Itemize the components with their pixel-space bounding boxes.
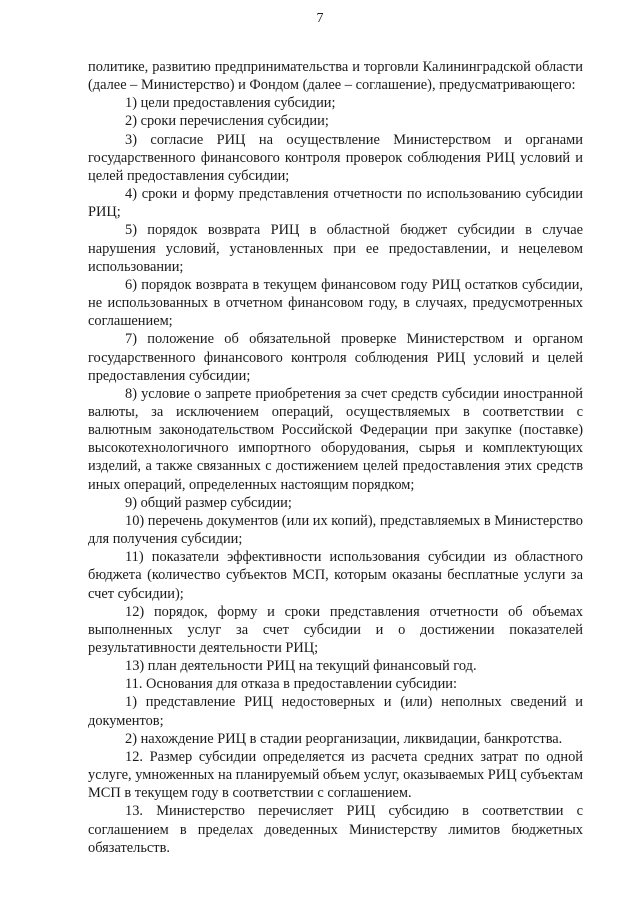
list-item-5: 5) порядок возврата РИЦ в областной бюджет субсидии в случае нарушения условий, установленных при ее предоставлении, и нецелевом использовании; [88,222,583,275]
list-item-1: 1) цели предоставления субсидии; [125,95,336,112]
section-11-heading: 11. Основания для отказа в предоставлении субсидии: [125,676,457,693]
list-item-13: 13) план деятельности РИЦ на текущий финансовый год. [125,658,477,675]
list-item-8: 8) условие о запрете приобретения за счет средств субсидии иностранной валюты, за исключением операций, осуществляемых в соответствии с валютным законодательством Российской Федерации при закупке (поставке) высокотехнологичного импортного оборудования, сырья и комплектующих изделий, а также связанных с достижением целей предоставления этих средств иных операций, определенных настоящим порядком; [88,385,583,493]
document-body [88,58,583,857]
list-item-7: 7) положение об обязательной проверке Министерством и органом государственного финансового контроля соблюдения РИЦ условий и целей предоставления субсидии; [88,331,583,384]
page-number: 7 [316,11,324,26]
list-item-3: 3) согласие РИЦ на осуществление Министерством и органами государственного финансового контроля проверок соблюдения РИЦ условий и целей предоставления субсидии; [88,131,583,184]
list-item-10: 10) перечень документов (или их копий), представляемых в Министерство для получения субсидии; [88,512,583,548]
list-item-6: 6) порядок возврата в текущем финансовом году РИЦ остатков субсидии, не использованных в отчетном финансовом году, в случаях, предусмотренных соглашением; [88,276,583,330]
section-11-item-1: 1) представление РИЦ недостоверных и (или) неполных сведений и документов; [88,694,583,729]
list-item-2: 2) сроки перечисления субсидии; [125,113,329,130]
list-item-11: 11) показатели эффективности использования субсидии из областного бюджета (количество субъектов МСП, которым оказаны бесплатные услуги за счет субсидии); [88,549,583,602]
paragraph-continuation: политике, развитию предпринимательства и торговли Калининградской области (далее – Министерство) и Фондом (далее – соглашение), предусматривающего: [88,59,583,94]
list-item-9: 9) общий размер субсидии; [125,494,292,511]
section-13-paragraph: 13. Министерство перечисляет РИЦ субсидию в соответствии с соглашением в пределах доведенных Министерству лимитов бюджетных обязательств. [88,803,583,856]
list-item-12: 12) порядок, форму и сроки представления отчетности об объемах выполненных услуг за счет субсидии и о достижении показателей результативности деятельности РИЦ; [88,603,583,656]
list-item-4: 4) сроки и форму представления отчетности по использованию субсидии РИЦ; [88,186,583,221]
section-11-item-2: 2) нахождение РИЦ в стадии реорганизации, ликвидации, банкротства. [125,730,563,747]
section-12-paragraph: 12. Размер субсидии определяется из расчета средних затрат по одной услуге, умноженных на планируемый объем услуг, оказываемых РИЦ субъектам МСП в текущем году в соответствии с соглашением. [88,748,583,802]
